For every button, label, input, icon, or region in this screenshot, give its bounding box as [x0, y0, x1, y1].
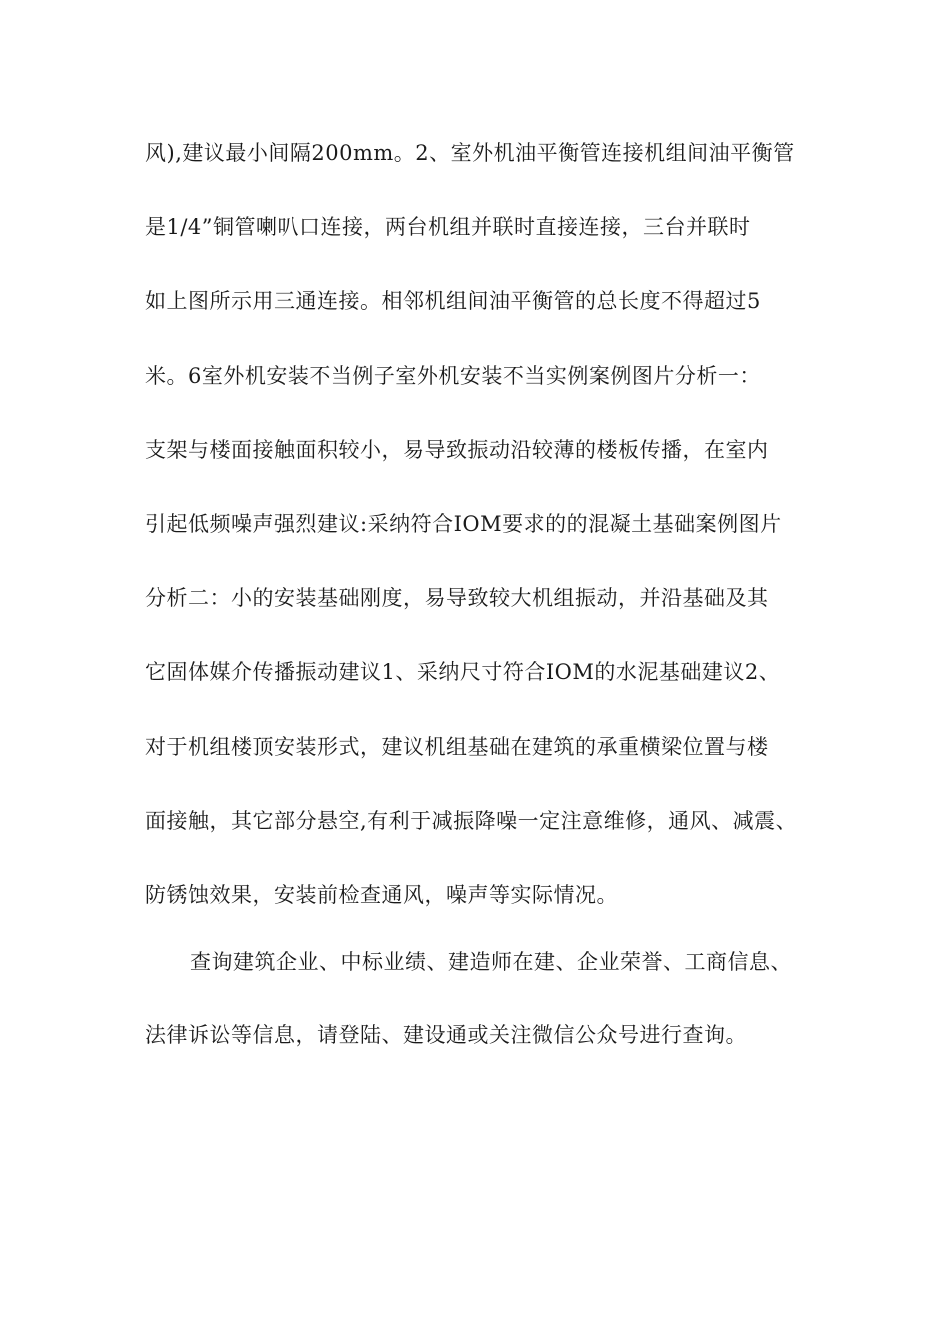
paragraph-1-line-8: 它固体媒介传播振动建议1、采纳尺寸符合IOM的水泥基础建议2、 — [145, 660, 781, 684]
paragraph-1-line-5: 支架与楼面接触面积较小，易导致振动沿较薄的楼板传播，在室内 — [145, 438, 769, 462]
paragraph-1-line-4: 米。6室外机安装不当例子室外机安装不当实例案例图片分析一： — [145, 364, 761, 388]
paragraph-1-line-11: 防锈蚀效果，安装前检查通风，噪声等实际情况。 — [145, 883, 618, 907]
paragraph-1-line-3: 如上图所示用三通连接。相邻机组间油平衡管的总长度不得超过5 — [145, 289, 761, 313]
paragraph-1-line-6: 引起低频噪声强烈建议:采纳符合IOM要求的的混凝土基础案例图片 — [145, 512, 782, 536]
paragraph-1-line-9: 对于机组楼顶安装形式，建议机组基础在建筑的承重横梁位置与楼 — [145, 735, 769, 759]
paragraph-1-line-1: 风),建议最小间隔200mm。2、室外机油平衡管连接机组间油平衡管 — [145, 141, 795, 165]
paragraph-2-line-2: 法律诉讼等信息，请登陆、建设通或关注微信公众号进行查询。 — [145, 1023, 747, 1047]
paragraph-1-line-2: 是1/4”铜管喇叭口连接，两台机组并联时直接连接，三台并联时 — [145, 215, 751, 239]
paragraph-2-line-1: 查询建筑企业、中标业绩、建造师在建、企业荣誉、工商信息、 — [190, 950, 792, 974]
paragraph-1-line-7: 分析二：小的安装基础刚度，易导致较大机组振动，并沿基础及其 — [145, 586, 769, 610]
paragraph-1-line-10: 面接触，其它部分悬空,有利于减振降噪一定注意维修，通风、减震、 — [145, 809, 798, 833]
